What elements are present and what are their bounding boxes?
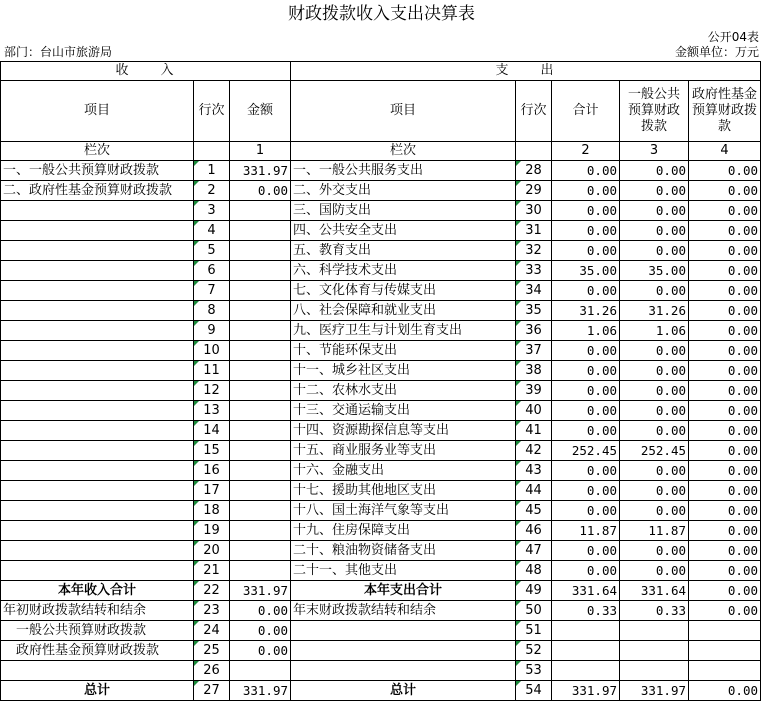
income-line-cell: 11 bbox=[194, 361, 230, 381]
expense-fund-cell: 0.00 bbox=[689, 681, 761, 701]
income-amount-cell bbox=[230, 561, 291, 581]
income-item-cell bbox=[1, 221, 194, 241]
income-line-cell: 20 bbox=[194, 541, 230, 561]
income-line-cell: 7 bbox=[194, 281, 230, 301]
income-item-cell bbox=[1, 381, 194, 401]
income-item-cell bbox=[1, 661, 194, 681]
expense-item-cell: 十六、金融支出 bbox=[291, 461, 516, 481]
income-item-cell: 一、一般公共预算财政拨款 bbox=[1, 161, 194, 181]
income-item-cell: 总计 bbox=[1, 681, 194, 701]
income-line-cell: 22 bbox=[194, 581, 230, 601]
income-amount-cell bbox=[230, 281, 291, 301]
expense-item-cell: 总计 bbox=[291, 681, 516, 701]
expense-general-cell: 0.00 bbox=[620, 361, 689, 381]
income-amount-cell bbox=[230, 521, 291, 541]
table-row bbox=[1, 621, 761, 641]
expense-item-cell: 七、文化体育与传媒支出 bbox=[291, 281, 516, 301]
expense-fund-cell: 0.00 bbox=[689, 381, 761, 401]
header-info-row bbox=[0, 44, 763, 60]
expense-item-cell: 十、节能环保支出 bbox=[291, 341, 516, 361]
expense-general-cell: 0.00 bbox=[620, 421, 689, 441]
colnum-4: 4 bbox=[689, 142, 761, 161]
income-line-cell: 13 bbox=[194, 401, 230, 421]
col-header-general-budget: 一般公共预算财政拨款 bbox=[620, 81, 689, 142]
expense-general-cell: 0.00 bbox=[620, 201, 689, 221]
income-amount-cell bbox=[230, 501, 291, 521]
expense-item-cell: 二十、粮油物资储备支出 bbox=[291, 541, 516, 561]
income-amount-cell bbox=[230, 321, 291, 341]
expense-item-cell bbox=[291, 661, 516, 681]
expense-item-cell: 四、公共安全支出 bbox=[291, 221, 516, 241]
expense-item-cell: 本年支出合计 bbox=[291, 581, 516, 601]
expense-fund-cell: 0.00 bbox=[689, 201, 761, 221]
colnum-1: 1 bbox=[230, 142, 291, 161]
income-amount-cell: 0.00 bbox=[230, 601, 291, 621]
expense-section-header: 支 出 bbox=[291, 62, 761, 81]
expense-line-cell: 36 bbox=[516, 321, 552, 341]
expense-line-cell: 41 bbox=[516, 421, 552, 441]
expense-item-cell: 十二、农林水支出 bbox=[291, 381, 516, 401]
expense-fund-cell: 0.00 bbox=[689, 481, 761, 501]
table-row bbox=[1, 461, 761, 481]
income-item-cell: 一般公共预算财政拨款 bbox=[1, 621, 194, 641]
expense-fund-cell: 0.00 bbox=[689, 341, 761, 361]
expense-general-cell: 0.00 bbox=[620, 561, 689, 581]
form-code: 公开04表 bbox=[707, 30, 759, 44]
expense-general-cell: 0.00 bbox=[620, 241, 689, 261]
table-row bbox=[1, 241, 761, 261]
expense-general-cell: 331.64 bbox=[620, 581, 689, 601]
table-row bbox=[1, 261, 761, 281]
table-row bbox=[1, 481, 761, 501]
expense-fund-cell: 0.00 bbox=[689, 581, 761, 601]
income-item-cell bbox=[1, 321, 194, 341]
income-line-cell: 21 bbox=[194, 561, 230, 581]
expense-line-cell: 39 bbox=[516, 381, 552, 401]
colnum-2: 2 bbox=[552, 142, 620, 161]
col-header-income-item: 项目 bbox=[1, 81, 194, 142]
expense-total-cell: 0.00 bbox=[552, 421, 620, 441]
income-item-cell bbox=[1, 241, 194, 261]
expense-fund-cell: 0.00 bbox=[689, 461, 761, 481]
table-row bbox=[1, 521, 761, 541]
income-line-cell: 27 bbox=[194, 681, 230, 701]
expense-item-cell: 十三、交通运输支出 bbox=[291, 401, 516, 421]
income-amount-cell bbox=[230, 421, 291, 441]
income-line-cell: 4 bbox=[194, 221, 230, 241]
expense-fund-cell: 0.00 bbox=[689, 541, 761, 561]
expense-fund-cell: 0.00 bbox=[689, 181, 761, 201]
expense-fund-cell: 0.00 bbox=[689, 601, 761, 621]
table-body bbox=[1, 161, 761, 701]
table-row bbox=[1, 161, 761, 181]
income-item-cell bbox=[1, 341, 194, 361]
income-line-cell: 5 bbox=[194, 241, 230, 261]
expense-total-cell: 0.33 bbox=[552, 601, 620, 621]
expense-item-cell: 三、国防支出 bbox=[291, 201, 516, 221]
table-row bbox=[1, 681, 761, 701]
expense-fund-cell: 0.00 bbox=[689, 301, 761, 321]
expense-total-cell: 0.00 bbox=[552, 161, 620, 181]
expense-item-cell: 年末财政拨款结转和结余 bbox=[291, 601, 516, 621]
income-item-cell bbox=[1, 301, 194, 321]
table-row bbox=[1, 641, 761, 661]
expense-fund-cell: 0.00 bbox=[689, 281, 761, 301]
expense-line-cell: 40 bbox=[516, 401, 552, 421]
expense-total-cell: 0.00 bbox=[552, 401, 620, 421]
expense-line-cell: 49 bbox=[516, 581, 552, 601]
income-line-cell: 18 bbox=[194, 501, 230, 521]
col-header-expense-item: 项目 bbox=[291, 81, 516, 142]
income-line-cell: 16 bbox=[194, 461, 230, 481]
income-item-cell bbox=[1, 501, 194, 521]
table-row bbox=[1, 421, 761, 441]
expense-general-cell: 0.33 bbox=[620, 601, 689, 621]
income-amount-cell bbox=[230, 341, 291, 361]
expense-fund-cell: 0.00 bbox=[689, 561, 761, 581]
expense-line-cell: 46 bbox=[516, 521, 552, 541]
income-item-cell: 本年收入合计 bbox=[1, 581, 194, 601]
table-row bbox=[1, 201, 761, 221]
expense-item-cell: 五、教育支出 bbox=[291, 241, 516, 261]
expense-fund-cell: 0.00 bbox=[689, 161, 761, 181]
income-line-cell: 23 bbox=[194, 601, 230, 621]
table-row bbox=[1, 661, 761, 681]
expense-item-cell: 十八、国土海洋气象等支出 bbox=[291, 501, 516, 521]
budget-table bbox=[0, 61, 761, 701]
income-amount-cell: 0.00 bbox=[230, 641, 291, 661]
income-item-cell bbox=[1, 401, 194, 421]
expense-line-cell: 28 bbox=[516, 161, 552, 181]
expense-general-cell bbox=[620, 661, 689, 681]
expense-item-cell: 八、社会保障和就业支出 bbox=[291, 301, 516, 321]
expense-item-cell: 六、科学技术支出 bbox=[291, 261, 516, 281]
expense-line-cell: 52 bbox=[516, 641, 552, 661]
income-item-cell bbox=[1, 541, 194, 561]
income-line-cell: 12 bbox=[194, 381, 230, 401]
col-header-expense-line: 行次 bbox=[516, 81, 552, 142]
expense-line-cell: 47 bbox=[516, 541, 552, 561]
income-amount-cell bbox=[230, 261, 291, 281]
expense-line-cell: 35 bbox=[516, 301, 552, 321]
expense-item-cell: 十九、住房保障支出 bbox=[291, 521, 516, 541]
income-amount-cell: 331.97 bbox=[230, 681, 291, 701]
income-section-header: 收 入 bbox=[1, 62, 291, 81]
income-item-cell bbox=[1, 361, 194, 381]
income-amount-cell: 331.97 bbox=[230, 161, 291, 181]
expense-line-cell: 48 bbox=[516, 561, 552, 581]
expense-total-cell: 0.00 bbox=[552, 201, 620, 221]
expense-total-cell: 0.00 bbox=[552, 241, 620, 261]
expense-fund-cell bbox=[689, 661, 761, 681]
expense-total-cell: 0.00 bbox=[552, 341, 620, 361]
expense-general-cell: 0.00 bbox=[620, 461, 689, 481]
income-amount-cell bbox=[230, 361, 291, 381]
income-item-cell bbox=[1, 421, 194, 441]
expense-general-cell bbox=[620, 621, 689, 641]
expense-total-cell: 252.45 bbox=[552, 441, 620, 461]
expense-fund-cell: 0.00 bbox=[689, 361, 761, 381]
expense-fund-cell: 0.00 bbox=[689, 321, 761, 341]
income-line-cell: 9 bbox=[194, 321, 230, 341]
expense-total-cell: 331.97 bbox=[552, 681, 620, 701]
expense-line-cell: 51 bbox=[516, 621, 552, 641]
income-item-cell bbox=[1, 281, 194, 301]
table-row bbox=[1, 601, 761, 621]
expense-item-cell: 九、医疗卫生与计划生育支出 bbox=[291, 321, 516, 341]
department-label: 部门：台山市旅游局 bbox=[4, 45, 113, 59]
income-amount-cell: 0.00 bbox=[230, 181, 291, 201]
expense-line-cell: 30 bbox=[516, 201, 552, 221]
expense-general-cell: 0.00 bbox=[620, 221, 689, 241]
income-line-cell: 19 bbox=[194, 521, 230, 541]
table-row bbox=[1, 441, 761, 461]
expense-general-cell: 1.06 bbox=[620, 321, 689, 341]
expense-item-cell: 十一、城乡社区支出 bbox=[291, 361, 516, 381]
expense-total-cell bbox=[552, 661, 620, 681]
table-row bbox=[1, 541, 761, 561]
expense-general-cell: 31.26 bbox=[620, 301, 689, 321]
expense-total-cell: 0.00 bbox=[552, 561, 620, 581]
expense-item-cell bbox=[291, 621, 516, 641]
colnum-label-2: 栏次 bbox=[291, 142, 516, 161]
expense-fund-cell bbox=[689, 621, 761, 641]
table-row bbox=[1, 501, 761, 521]
column-number-row bbox=[1, 142, 761, 161]
income-amount-cell bbox=[230, 201, 291, 221]
expense-total-cell bbox=[552, 641, 620, 661]
expense-line-cell: 45 bbox=[516, 501, 552, 521]
expense-general-cell: 252.45 bbox=[620, 441, 689, 461]
expense-total-cell: 0.00 bbox=[552, 541, 620, 561]
income-item-cell bbox=[1, 521, 194, 541]
income-amount-cell bbox=[230, 241, 291, 261]
expense-item-cell bbox=[291, 641, 516, 661]
colnum-3: 3 bbox=[620, 142, 689, 161]
expense-line-cell: 33 bbox=[516, 261, 552, 281]
col-header-income-line: 行次 bbox=[194, 81, 230, 142]
expense-total-cell bbox=[552, 621, 620, 641]
income-amount-cell bbox=[230, 401, 291, 421]
table-row bbox=[1, 401, 761, 421]
expense-item-cell: 十四、资源勘探信息等支出 bbox=[291, 421, 516, 441]
income-amount-cell bbox=[230, 221, 291, 241]
income-line-cell: 15 bbox=[194, 441, 230, 461]
income-item-cell: 政府性基金预算财政拨款 bbox=[1, 641, 194, 661]
expense-line-cell: 50 bbox=[516, 601, 552, 621]
expense-line-cell: 42 bbox=[516, 441, 552, 461]
income-item-cell bbox=[1, 441, 194, 461]
income-amount-cell: 0.00 bbox=[230, 621, 291, 641]
expense-total-cell: 1.06 bbox=[552, 321, 620, 341]
col-header-amount: 金额 bbox=[230, 81, 291, 142]
table-row bbox=[1, 381, 761, 401]
income-amount-cell bbox=[230, 441, 291, 461]
expense-fund-cell: 0.00 bbox=[689, 241, 761, 261]
expense-general-cell bbox=[620, 641, 689, 661]
unit-label: 金额单位：万元 bbox=[674, 45, 759, 59]
expense-line-cell: 44 bbox=[516, 481, 552, 501]
expense-line-cell: 38 bbox=[516, 361, 552, 381]
income-line-cell: 17 bbox=[194, 481, 230, 501]
income-line-cell: 2 bbox=[194, 181, 230, 201]
expense-line-cell: 32 bbox=[516, 241, 552, 261]
expense-total-cell: 0.00 bbox=[552, 501, 620, 521]
colnum-blank bbox=[194, 142, 230, 161]
income-item-cell bbox=[1, 561, 194, 581]
expense-line-cell: 34 bbox=[516, 281, 552, 301]
expense-general-cell: 11.87 bbox=[620, 521, 689, 541]
income-line-cell: 3 bbox=[194, 201, 230, 221]
expense-total-cell: 35.00 bbox=[552, 261, 620, 281]
expense-fund-cell bbox=[689, 641, 761, 661]
expense-general-cell: 0.00 bbox=[620, 401, 689, 421]
expense-fund-cell: 0.00 bbox=[689, 521, 761, 541]
income-line-cell: 1 bbox=[194, 161, 230, 181]
income-line-cell: 26 bbox=[194, 661, 230, 681]
expense-item-cell: 十五、商业服务业等支出 bbox=[291, 441, 516, 461]
income-line-cell: 14 bbox=[194, 421, 230, 441]
expense-general-cell: 0.00 bbox=[620, 181, 689, 201]
income-item-cell bbox=[1, 461, 194, 481]
col-header-fund-budget: 政府性基金预算财政拨款 bbox=[689, 81, 761, 142]
table-row bbox=[1, 581, 761, 601]
column-header-row bbox=[1, 81, 761, 142]
expense-item-cell: 一、一般公共服务支出 bbox=[291, 161, 516, 181]
expense-line-cell: 54 bbox=[516, 681, 552, 701]
income-amount-cell bbox=[230, 381, 291, 401]
expense-total-cell: 11.87 bbox=[552, 521, 620, 541]
table-row bbox=[1, 301, 761, 321]
expense-line-cell: 53 bbox=[516, 661, 552, 681]
report-title: 财政拨款收入支出决算表 bbox=[288, 4, 475, 24]
expense-general-cell: 35.00 bbox=[620, 261, 689, 281]
expense-general-cell: 0.00 bbox=[620, 281, 689, 301]
table-row bbox=[1, 321, 761, 341]
expense-general-cell: 0.00 bbox=[620, 381, 689, 401]
income-item-cell: 年初财政拨款结转和结余 bbox=[1, 601, 194, 621]
income-amount-cell bbox=[230, 661, 291, 681]
expense-total-cell: 31.26 bbox=[552, 301, 620, 321]
expense-total-cell: 0.00 bbox=[552, 481, 620, 501]
expense-fund-cell: 0.00 bbox=[689, 441, 761, 461]
expense-fund-cell: 0.00 bbox=[689, 501, 761, 521]
expense-general-cell: 0.00 bbox=[620, 541, 689, 561]
income-amount-cell bbox=[230, 461, 291, 481]
income-amount-cell bbox=[230, 481, 291, 501]
table-row bbox=[1, 361, 761, 381]
expense-total-cell: 0.00 bbox=[552, 181, 620, 201]
income-item-cell bbox=[1, 261, 194, 281]
income-line-cell: 10 bbox=[194, 341, 230, 361]
expense-total-cell: 331.64 bbox=[552, 581, 620, 601]
expense-line-cell: 29 bbox=[516, 181, 552, 201]
expense-fund-cell: 0.00 bbox=[689, 401, 761, 421]
expense-line-cell: 43 bbox=[516, 461, 552, 481]
expense-total-cell: 0.00 bbox=[552, 361, 620, 381]
income-item-cell bbox=[1, 481, 194, 501]
table-row bbox=[1, 561, 761, 581]
expense-total-cell: 0.00 bbox=[552, 281, 620, 301]
expense-general-cell: 0.00 bbox=[620, 501, 689, 521]
expense-general-cell: 0.00 bbox=[620, 161, 689, 181]
income-item-cell bbox=[1, 201, 194, 221]
expense-fund-cell: 0.00 bbox=[689, 221, 761, 241]
expense-total-cell: 0.00 bbox=[552, 221, 620, 241]
col-header-total: 合计 bbox=[552, 81, 620, 142]
expense-general-cell: 0.00 bbox=[620, 341, 689, 361]
expense-item-cell: 十七、援助其他地区支出 bbox=[291, 481, 516, 501]
expense-fund-cell: 0.00 bbox=[689, 261, 761, 281]
expense-total-cell: 0.00 bbox=[552, 381, 620, 401]
colnum-label: 栏次 bbox=[1, 142, 194, 161]
income-line-cell: 25 bbox=[194, 641, 230, 661]
expense-general-cell: 331.97 bbox=[620, 681, 689, 701]
income-line-cell: 8 bbox=[194, 301, 230, 321]
income-amount-cell bbox=[230, 541, 291, 561]
table-row bbox=[1, 181, 761, 201]
table-row bbox=[1, 221, 761, 241]
income-amount-cell: 331.97 bbox=[230, 581, 291, 601]
expense-fund-cell: 0.00 bbox=[689, 421, 761, 441]
expense-item-cell: 二十一、其他支出 bbox=[291, 561, 516, 581]
expense-total-cell: 0.00 bbox=[552, 461, 620, 481]
table-row bbox=[1, 281, 761, 301]
income-line-cell: 6 bbox=[194, 261, 230, 281]
income-item-cell: 二、政府性基金预算财政拨款 bbox=[1, 181, 194, 201]
expense-line-cell: 37 bbox=[516, 341, 552, 361]
income-line-cell: 24 bbox=[194, 621, 230, 641]
expense-item-cell: 二、外交支出 bbox=[291, 181, 516, 201]
income-amount-cell bbox=[230, 301, 291, 321]
table-row bbox=[1, 341, 761, 361]
section-header-row bbox=[1, 62, 761, 81]
expense-general-cell: 0.00 bbox=[620, 481, 689, 501]
colnum-blank-2 bbox=[516, 142, 552, 161]
expense-line-cell: 31 bbox=[516, 221, 552, 241]
